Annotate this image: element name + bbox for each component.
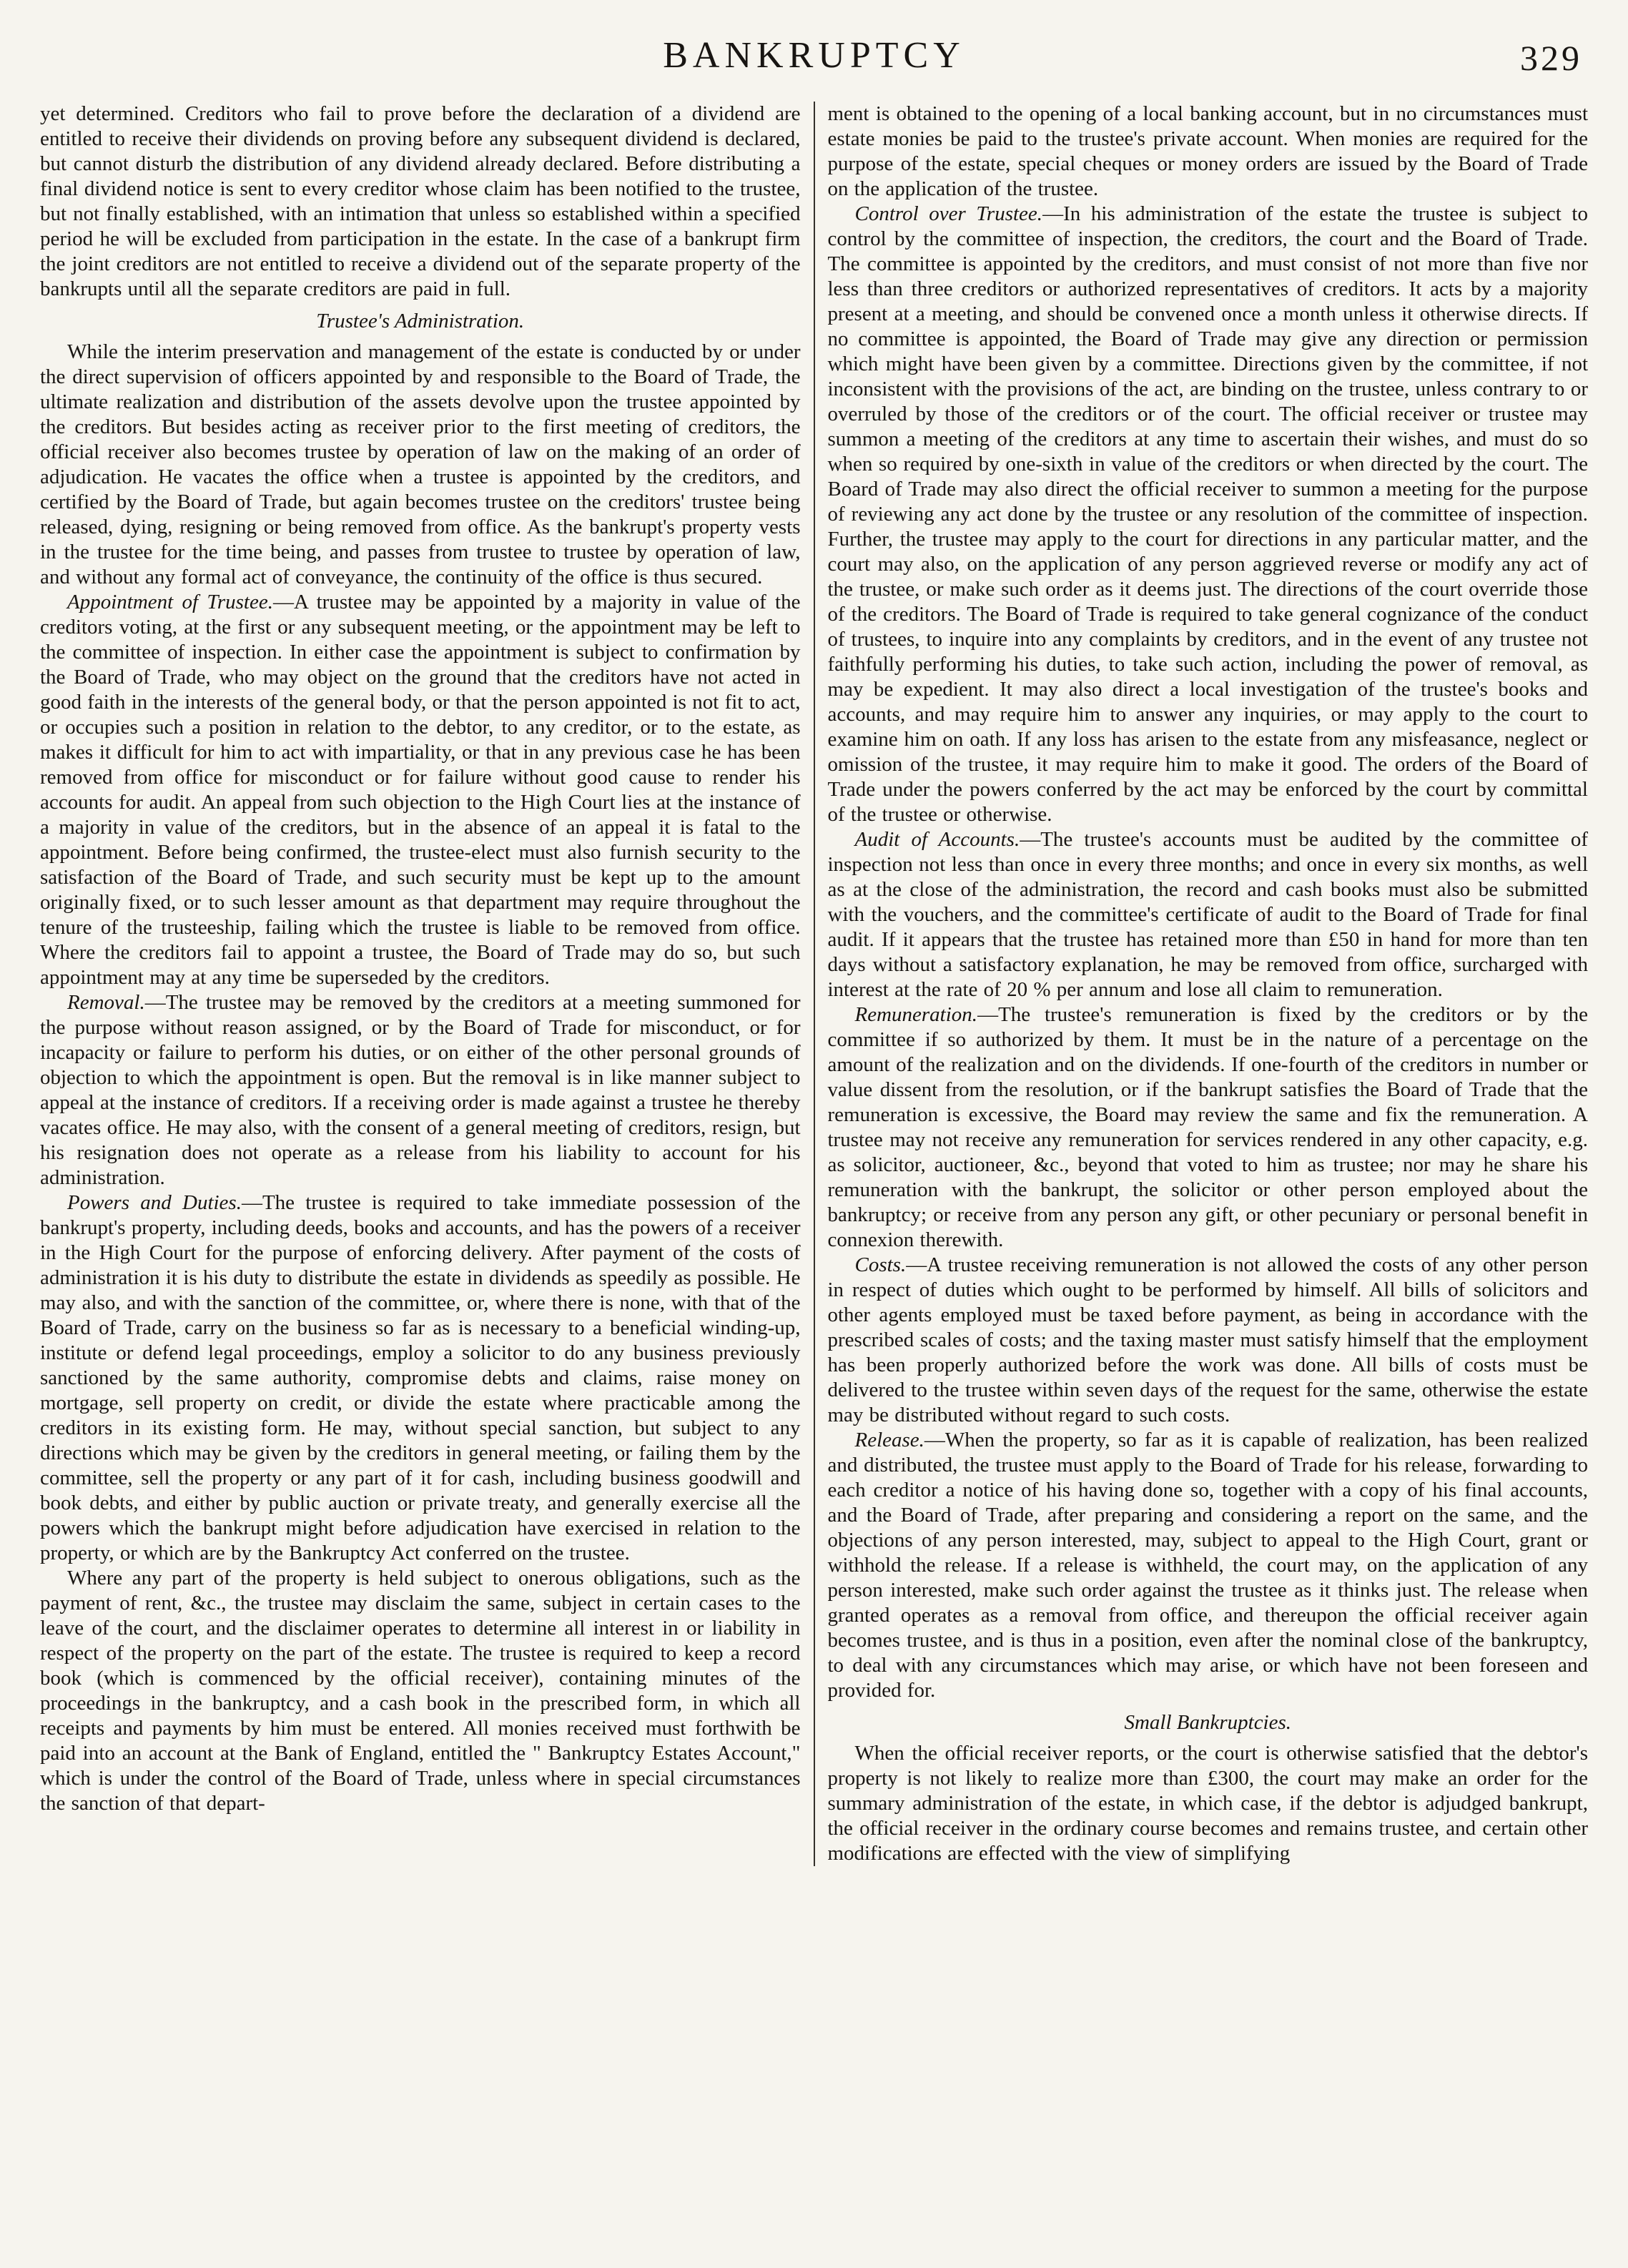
paragraph-lead: Removal. bbox=[67, 991, 145, 1014]
left-column bbox=[40, 102, 801, 1866]
page-header bbox=[40, 30, 1588, 92]
paragraph: While the interim preservation and management of the estate is conducted by or under the direct supervision of officers appointed by and responsible to the Board of Trade, the ultimate realization and distribution of the assets devolve upon the trustee appointed by the creditors. But besides acting as receiver prior to the first meeting of creditors, the official receiver also becomes trustee by operation of law on the making of an order of adjudication. He vacates the office when a trustee is appointed by the creditors, and certified by the Board of Trade, but again becomes trustee on the creditors' trustee being released, dying, resigning or being removed from office. As the bankrupt's property vests in the trustee for the time being, and passes from trustee to trustee by operation of law, and without any formal act of conveyance, the continuity of the office is thus secured. bbox=[40, 340, 801, 588]
paragraph: Costs.—A trustee receiving remuneration is not allowed the costs of any other person in respect of duties which ought to be performed by himself. All bills of solicitors and other agents employed must be taxed before payment, as being in accordance with the prescribed scales of costs; and the taxing master must satisfy himself that the employment has been properly authorized before the work was done. All bills of costs must be delivered to the trustee within seven days of the request for the same, otherwise the estate may be distributed without regard to such costs. bbox=[827, 1253, 1588, 1426]
paragraph: Where any part of the property is held subject to onerous obligations, such as the payment of rent, &c., the trustee may disclaim the same, subject in certain cases to the leave of the court, and the disclaimer operates to determine all interest in or liability in respect of the property on the part of the estate. The trustee is required to keep a record book (which is commenced by the official receiver), containing minutes of the proceedings in the bankruptcy, and a cash book in the prescribed form, in which all receipts and payments by him must be entered. All monies received must forthwith be paid into an account at the Bank of England, entitled the " Bankruptcy Estates Account," which is under the control of the Board of Trade, unless where in special circumstances the sanction of that depart- bbox=[40, 1567, 801, 1815]
page-title: BANKRUPTCY bbox=[663, 35, 965, 76]
paragraph: When the official receiver reports, or the court is otherwise satisfied that the debtor's property is not likely to realize more than £300, the court may make an order for the summary administration of the estate, in which case, if the debtor is adjudged bankrupt, the official receiver in the ordinary course becomes and remains trustee, and certain other modifications are effected with the view of simplifying bbox=[827, 1742, 1588, 1865]
paragraph: Powers and Duties.—The trustee is required to take immediate possession of the bankrupt's property, including deeds, books and accounts, and has the powers of a receiver in the High Court for the purpose of enforcing delivery. After payment of the costs of administration it is his duty to distribute the estate in dividends as speedily as possible. He may also, and with the sanction of the committee, or, where there is none, with that of the Board of Trade, carry on the business so far as is necessary to a beneficial winding-up, institute or defend legal proceedings, employ a solicitor to do any business previously sanctioned by the same authority, compromise debts and claims, raise money on mortgage, sell property on credit, or divide the estate where practicable among the creditors in its existing form. He may, without special sanction, but subject to any directions which may be given by the creditors in general meeting, or failing them by the committee, sell the property or any part of it for cash, including business goodwill and book debts, and either by public auction or private treaty, and generally exercise all the powers which the bankrupt might before adjudication have exercised in relation to the property, or which are by the Bankruptcy Act conferred on the trustee. bbox=[40, 1191, 801, 1564]
paragraph: Remuneration.—The trustee's remuneration is fixed by the creditors or by the committee if so authorized by them. It must be in the nature of a percentage on the amount of the realization and on the dividends. If one-fourth of the creditors in number or value dissent from the resolution, or if the bankrupt satisfies the Board of Trade that the remuneration is excessive, the Board may review the same and fix the remuneration. A trustee may not receive any remuneration for services rendered in any other capacity, e.g. as solicitor, auctioneer, &c., beyond that voted to him as trustee; nor may he share his remuneration with the bankrupt, the solicitor or other person employed about the bankruptcy; or receive from any person any gift, or other pecuniary or personal benefit in connexion therewith. bbox=[827, 1003, 1588, 1251]
paragraph: Control over Trustee.—In his administration of the estate the trustee is subject to control by the committee of inspection, the creditors, the court and the Board of Trade. The committee is appointed by the creditors, and must consist of not more than five nor less than three creditors or authorized representatives of creditors. It acts by a majority present at a meeting, and should be convened once a month unless it otherwise directs. If no committee is appointed, the Board of Trade may give any direction or permission which might have been given by a committee. Directions given by the committee, if not inconsistent with the provisions of the act, are binding on the trustee, unless contrary to or overruled by those of the creditors or of the court. The official receiver or trustee may summon a meeting of the creditors at any time to ascertain their wishes, and must do so when so required by one-sixth in value of the creditors or when directed by the court. The Board of Trade may also direct the official receiver to summon a meeting for the purpose of reviewing any act done by the trustee or any resolution of the committee of inspection. Further, the trustee may apply to the court for directions in any particular matter, and the court may also, on the application of any person aggrieved reverse or modify any act of the trustee, or make such order as it deems just. The directions of the court override those of the creditors. The Board of Trade is required to take general cognizance of the conduct of trustees, to inquire into any complaints by creditors, and in the event of any trustee not faithfully performing his duties, to take such action, including the power of removal, as may be expedient. It may also direct a local investigation of the trustee's books and accounts, and may require him to answer any inquiries, or may apply to the court to examine him on oath. If any loss has arisen to the estate from any misfeasance, neglect or omission of the trustee, it may require him to make it good. The orders of the Board of Trade under the powers conferred by the act may be enforced by the court by committal of the trustee or otherwise. bbox=[827, 202, 1588, 826]
paragraph-lead: Remuneration. bbox=[854, 1003, 978, 1026]
paragraph: Audit of Accounts.—The trustee's accounts must be audited by the committee of inspection not less than once in every three months; and once in every six months, as well as at the close of the administration, the record and cash books must also be submitted with the vouchers, and the committee's certificate of audit to the Board of Trade for final audit. If it appears that the trustee has retained more than £50 in hand for more than ten days without a satisfactory explanation, he may be removed from office, surcharged with interest at the rate of 20 % per annum and lose all claim to remuneration. bbox=[827, 828, 1588, 1001]
paragraph-lead: Costs. bbox=[854, 1253, 907, 1276]
paragraph-lead: Appointment of Trustee. bbox=[67, 591, 273, 613]
right-column bbox=[828, 102, 1589, 1866]
paragraph-lead: Powers and Duties. bbox=[67, 1191, 242, 1214]
paragraph-lead: Audit of Accounts. bbox=[854, 828, 1020, 851]
paragraph: Release.—When the property, so far as it is capable of realization, has been realized and distributed, the trustee must apply to the Board of Trade for his release, forwarding to each creditor a notice of his having done so, together with a copy of his final accounts, and the Board of Trade, after preparing and considering a report on the same, and the objections of any person interested, may, subject to appeal to the High Court, grant or withhold the release. If a release is withheld, the court may, on the application of any person interested, make such order against the trustee as it thinks just. The release when granted operates as a removal from office, and thereupon the official receiver again becomes trustee, and is thus in a position, even after the nominal close of the bankruptcy, to deal with any circumstances which may arise, or which have not been foreseen and provided for. bbox=[827, 1429, 1588, 1702]
text-columns bbox=[40, 102, 1588, 1866]
column-divider bbox=[814, 102, 815, 1866]
section-heading: Small Bankruptcies. bbox=[1124, 1711, 1292, 1734]
page-number: 329 bbox=[1520, 38, 1582, 78]
paragraph-lead: Release. bbox=[854, 1429, 924, 1451]
section-heading: Trustee's Administration. bbox=[316, 310, 525, 332]
paragraph-lead: Control over Trustee. bbox=[854, 202, 1043, 225]
paragraph: Appointment of Trustee.—A trustee may be appointed by a majority in value of the creditors voting, at the first or any subsequent meeting, or the appointment may be left to the committee of inspection. In either case the appointment is subject to confirmation by the Board of Trade, who may object on the ground that the creditors have not acted in good faith in the interests of the general body, or that the person appointed is not fit to act, or occupies such a position in relation to the debtor, to any creditor, or to the estate, as makes it difficult for him to act with impartiality, or that in any previous case he has been removed from office for misconduct or for failure without good cause to render his accounts for audit. An appeal from such objection to the High Court lies at the instance of a majority in value of the creditors, but in the absence of an appeal it is fatal to the appointment. Before being confirmed, the trustee-elect must also furnish security to the satisfaction of the Board of Trade, and such security must be kept up to the amount originally fixed, or to such lesser amount as that department may require throughout the tenure of the trusteeship, failing which the trustee is liable to be removed from office. Where the creditors fail to appoint a trustee, the Board of Trade may do so, but such appointment may at any time be superseded by the creditors. bbox=[40, 591, 801, 989]
paragraph: Removal.—The trustee may be removed by the creditors at a meeting summoned for the purpose without reason assigned, or by the Board of Trade for misconduct, or for incapacity or failure to perform his duties, or on either of the other personal grounds of objection to which the appointment is open. But the removal is in like manner subject to appeal at the instance of creditors. If a receiving order is made against a trustee he thereby vacates office. He may also, with the consent of a general meeting of creditors, resign, but his resignation does not operate as a release from his liability to account for his administration. bbox=[40, 991, 801, 1189]
paragraph: ment is obtained to the opening of a local banking account, but in no circumstances must estate monies be paid to the trustee's private account. When monies are required for the purpose of the estate, special cheques or money orders are issued by the Board of Trade on the application of the trustee. bbox=[827, 102, 1588, 200]
paragraph: yet determined. Creditors who fail to prove before the declaration of a dividend are entitled to receive their dividends on proving before any subsequent dividend is declared, but cannot disturb the distribution of any dividend already declared. Before distributing a final dividend notice is sent to every creditor whose claim has been notified to the trustee, but not finally established, with an intimation that unless so established within a specified period he will be excluded from participation in the estate. In the case of a bankrupt firm the joint creditors are not entitled to receive a dividend out of the separate property of the bankrupts until all the separate creditors are paid in full. bbox=[40, 102, 801, 300]
